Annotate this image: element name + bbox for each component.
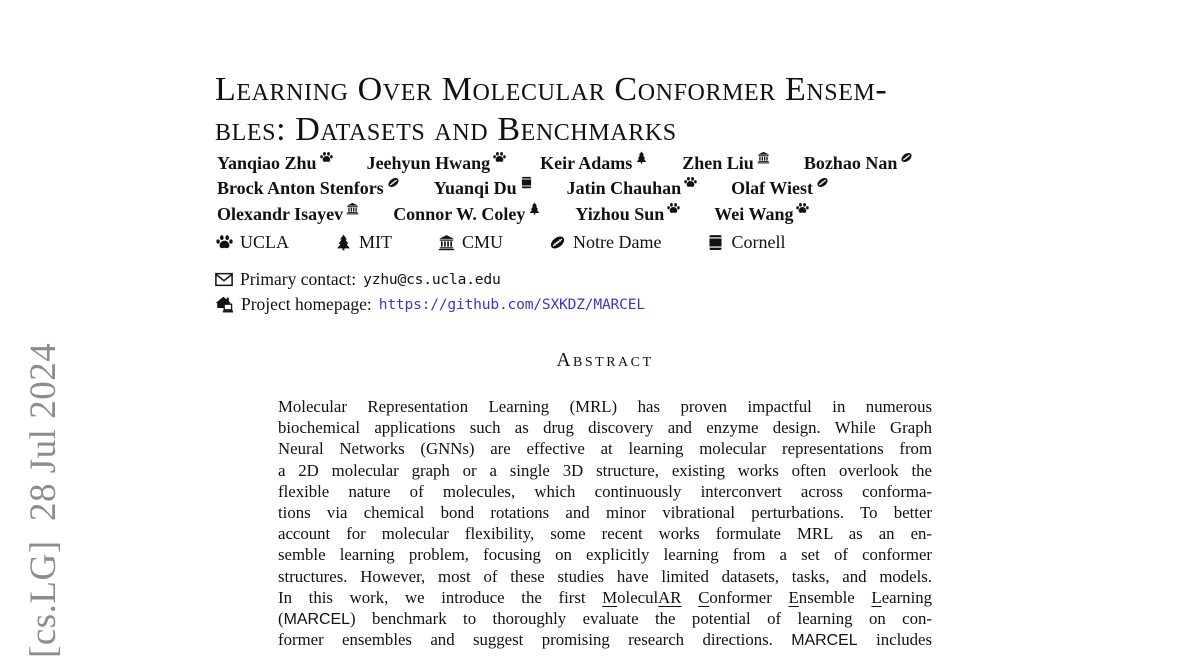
homepage-icon xyxy=(215,296,234,313)
author-name: Wei Wang xyxy=(714,203,794,224)
author xyxy=(434,176,533,201)
bank-icon xyxy=(757,151,770,164)
abstract-line: biochemical applications such as drug discovery and enzyme design. While Graph xyxy=(278,418,932,438)
paw-icon xyxy=(684,176,697,189)
affiliation-label: MIT xyxy=(359,231,392,252)
author xyxy=(217,202,359,227)
title-line-2: bles: Datasets and Benchmarks xyxy=(215,110,677,148)
football-icon xyxy=(387,176,400,189)
author-name: Yanqiao Zhu xyxy=(217,153,317,173)
football-icon xyxy=(900,151,913,164)
author xyxy=(217,176,400,201)
abstract-line: (MARCEL) benchmark to thoroughly evaluate the potential of learning on con- xyxy=(278,608,932,628)
author-row xyxy=(217,151,913,176)
abstract-text xyxy=(278,396,932,650)
football-icon xyxy=(816,176,829,189)
paw-icon xyxy=(320,151,333,164)
title-line-1: Learning Over Molecular Conformer Ensem- xyxy=(215,70,888,108)
abstract-line: structures. However, most of these studies have limited datasets, tasks, and models. xyxy=(278,566,932,586)
author xyxy=(540,151,648,176)
abstract-line: Molecular Representation Learning (MRL) has proven impactful in numerous xyxy=(278,397,932,416)
primary-contact-line xyxy=(215,267,645,292)
primary-contact-email: yzhu@cs.ucla.edu xyxy=(363,271,501,288)
arxiv-stamp: [cs.LG] 28 Jul 2024 xyxy=(23,342,64,658)
tree-icon xyxy=(635,151,648,164)
football-icon xyxy=(549,234,566,251)
paw-icon xyxy=(667,202,680,215)
book-icon xyxy=(707,234,724,251)
author-name: Keir Adams xyxy=(540,153,633,173)
abstract-line: In this work, we introduce the first MoleculAR Conformer Ensemble Learning xyxy=(278,587,933,607)
author xyxy=(804,151,914,176)
abstract-line: Neural Networks (GNNs) are effective at learning molecular representations from xyxy=(278,439,932,459)
author xyxy=(393,202,541,227)
affiliation-label: CMU xyxy=(462,231,504,252)
author-name: Jeehyun Hwang xyxy=(366,153,491,173)
author xyxy=(217,151,333,176)
tree-icon xyxy=(335,234,352,251)
author xyxy=(567,176,698,201)
affiliation-entry xyxy=(335,232,392,253)
contact-label: Project homepage: xyxy=(241,294,372,314)
author-row xyxy=(217,202,913,227)
affiliation-label: Notre Dame xyxy=(573,231,662,252)
project-homepage-link[interactable]: https://github.com/SXKDZ/MARCEL xyxy=(378,296,645,313)
author xyxy=(682,151,770,176)
author-name: Bozhao Nan xyxy=(803,153,898,173)
affiliation-entry xyxy=(438,232,503,253)
paper-title xyxy=(215,70,1045,150)
project-homepage-line xyxy=(215,292,645,317)
paw-icon xyxy=(216,234,233,251)
affiliation-entry xyxy=(216,232,289,253)
abstract-heading: Abstract xyxy=(556,350,654,371)
author-row xyxy=(217,176,913,201)
author-block xyxy=(217,151,913,227)
paw-icon xyxy=(493,151,506,164)
author xyxy=(575,202,680,227)
abstract-line: a 2D molecular graph or a single 3D structure, existing works often overlook the xyxy=(278,460,932,480)
bank-icon xyxy=(346,202,359,215)
affiliation-legend xyxy=(216,231,785,253)
affiliation-entry xyxy=(707,232,785,253)
envelope-icon xyxy=(215,272,233,287)
affiliation-entry xyxy=(549,232,661,253)
author-name: Zhen Liu xyxy=(682,153,754,173)
abstract-line: account for molecular flexibility, some recent works formulate MRL as an en- xyxy=(278,524,932,544)
author-name: Yuanqi Du xyxy=(433,178,517,199)
affiliation-label: Cornell xyxy=(731,231,786,252)
abstract-line: former ensembles and suggest promising research directions. MARCEL includes xyxy=(278,630,932,650)
author xyxy=(714,202,809,227)
tree-icon xyxy=(528,202,541,215)
author-name: Olexandr Isayev xyxy=(217,203,344,224)
contact-block xyxy=(215,267,645,317)
abstract-line: flexible nature of molecules, which continuously interconvert across conforma- xyxy=(278,481,932,501)
paw-icon xyxy=(796,202,809,215)
abstract-line: semble learning problem, focusing on explicitly learning from a set of conformer xyxy=(278,545,932,565)
author xyxy=(731,176,829,201)
author-name: Connor W. Coley xyxy=(393,203,526,224)
bank-icon xyxy=(438,234,455,251)
contact-label: Primary contact: xyxy=(240,269,357,289)
author-name: Olaf Wiest xyxy=(731,178,813,199)
author-name: Jatin Chauhan xyxy=(566,178,682,199)
author-name: Brock Anton Stenfors xyxy=(217,178,384,199)
book-icon xyxy=(520,176,533,189)
abstract-line: tions via chemical bond rotations and minor vibrational perturbations. To better xyxy=(278,502,932,522)
author-name: Yizhou Sun xyxy=(575,203,665,224)
affiliation-label: UCLA xyxy=(240,231,289,252)
author xyxy=(367,151,507,176)
